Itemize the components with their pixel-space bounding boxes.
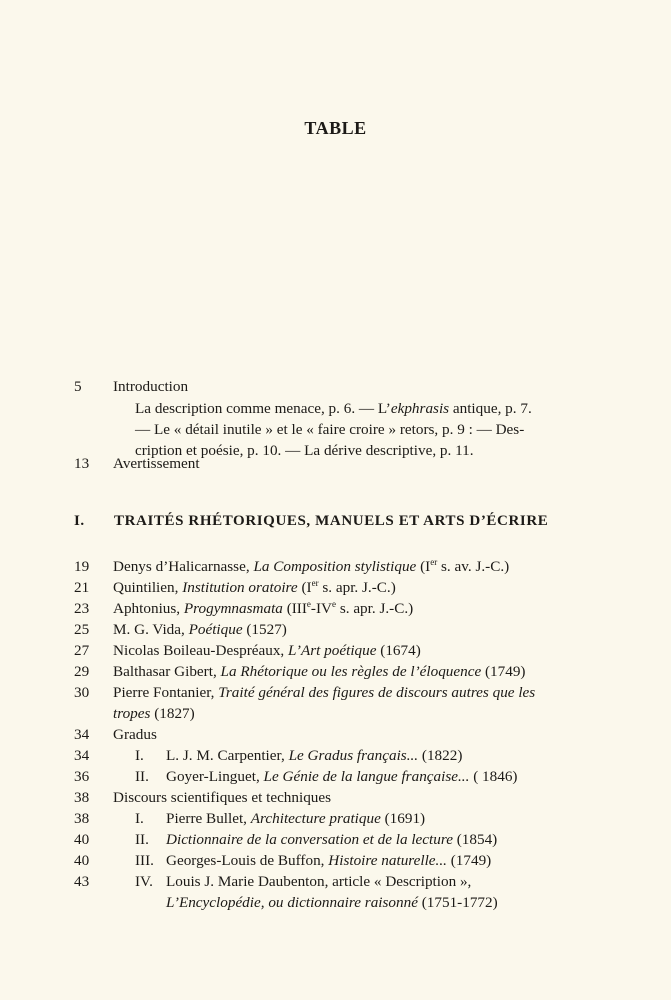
- entry-work: Progymnasmata: [183, 600, 283, 617]
- entry-work: Le Gradus français...: [288, 747, 419, 764]
- entry-author: M. G. Vida,: [113, 621, 185, 638]
- entry-date: (1854): [456, 831, 498, 848]
- page-number: 40: [74, 831, 90, 848]
- entry-author: Quintilien,: [113, 579, 179, 596]
- entry-work: Institution oratoire: [182, 579, 298, 596]
- section-numeral: I.: [74, 513, 85, 529]
- entry-work: Poétique: [188, 621, 243, 638]
- entry-text: [113, 682, 558, 703]
- entry-date: (1751-1772): [421, 894, 498, 911]
- entry-work: L’Encyclopédie, ou dictionnaire raisonné: [166, 894, 418, 911]
- page-number: 34: [74, 747, 90, 764]
- entry-text: [113, 619, 558, 640]
- entry-text: [166, 829, 556, 850]
- entry-date: (1827): [154, 705, 195, 722]
- entry-work: La Rhétorique ou les règles de l’éloquence: [220, 663, 482, 680]
- intro-desc-text: cription et poésie, p. 10. — La dérive descriptive, p. 11.: [135, 442, 474, 459]
- entry-text: [166, 892, 556, 913]
- entry-text: [166, 850, 556, 871]
- page-number: 21: [74, 579, 90, 596]
- entry-label: Gradus: [113, 726, 157, 743]
- entry-author: Georges-Louis de Buffon,: [166, 852, 325, 869]
- page-number: 38: [74, 810, 90, 827]
- entry-date: (1822): [421, 747, 463, 764]
- entry-author: Pierre Bullet,: [166, 810, 247, 827]
- entry-date: (1674): [380, 642, 421, 659]
- entry-date: (1691): [384, 810, 426, 827]
- entry-author: Pierre Fontanier,: [113, 684, 215, 701]
- subentry-numeral: II.: [135, 768, 149, 785]
- subentry-numeral: II.: [135, 831, 149, 848]
- entry-text: [113, 703, 558, 724]
- entry-text: Aphtonius, Progymnasmata (IIIe-IVe s. apr. J.-C.): [113, 599, 414, 617]
- page-number: 40: [74, 852, 90, 869]
- entry-author: Nicolas Boileau-Despréaux,: [113, 642, 285, 659]
- page-number: 5: [74, 378, 82, 395]
- entry-label: Introduction: [113, 378, 189, 395]
- page-number: 29: [74, 663, 90, 680]
- entry-work: Dictionnaire de la conversation et de la lecture: [166, 831, 453, 848]
- entry-text: [113, 661, 558, 682]
- subentry-numeral: III.: [135, 852, 154, 869]
- entry-author: Denys d’Halicarnasse,: [113, 558, 250, 575]
- entry-date: (1527): [246, 621, 287, 638]
- intro-desc-text: — Le « détail inutile » et le « faire croire » retors, p. 9 : — Des-: [135, 421, 525, 438]
- page-title: TABLE: [304, 118, 367, 138]
- entry-work: tropes: [113, 705, 151, 722]
- entry-work: Traité général des figures de discours autres que les: [218, 684, 536, 701]
- entry-work: L’Art poétique: [288, 642, 377, 659]
- subentry-numeral: I.: [135, 810, 144, 827]
- entry-author: L. J. M. Carpentier,: [166, 747, 285, 764]
- subentry-numeral: I.: [135, 747, 144, 764]
- entry-author: Louis J. Marie Daubenton, article « Description »,: [166, 873, 472, 890]
- entry-date: (1749): [485, 663, 526, 680]
- entry-work: Le Génie de la langue française...: [263, 768, 470, 785]
- subentry-numeral: IV.: [135, 873, 153, 890]
- page-number: 25: [74, 621, 90, 638]
- entry-work: Histoire naturelle...: [328, 852, 447, 869]
- page-number: 30: [74, 684, 90, 701]
- entry-text: [113, 640, 558, 661]
- entry-date: (1749): [450, 852, 492, 869]
- entry-text: [166, 808, 556, 829]
- page-number: 38: [74, 789, 90, 806]
- entry-label: Avertissement: [113, 455, 200, 472]
- entry-text: Denys d’Halicarnasse, La Composition stylistique (Ier s. av. J.-C.): [113, 557, 510, 575]
- entry-author: Aphtonius,: [113, 600, 181, 617]
- entry-author: Balthasar Gibert,: [113, 663, 217, 680]
- entry-label: Discours scientifiques et techniques: [113, 789, 332, 806]
- entry-text: [166, 766, 556, 787]
- page-number: 19: [74, 558, 90, 575]
- entry-work: Architecture pratique: [250, 810, 381, 827]
- entry-text: Quintilien, Institution oratoire (Ier s. apr. J.-C.): [113, 578, 396, 596]
- entry-work: La Composition stylistique: [253, 558, 417, 575]
- page-number: 36: [74, 768, 90, 785]
- entry-date: ( 1846): [473, 768, 518, 785]
- page-number: 23: [74, 600, 90, 617]
- entry-text: [166, 745, 556, 766]
- page-number: 27: [74, 642, 90, 659]
- entry-author: Goyer-Linguet,: [166, 768, 260, 785]
- page-number: 34: [74, 726, 90, 743]
- page-number: 43: [74, 873, 90, 890]
- intro-desc-text: La description comme menace, p. 6. — L’ekphrasis antique, p. 7.: [135, 400, 532, 417]
- section-title: TRAITÉS RHÉTORIQUES, MANUELS ET ARTS D’ÉCRIRE: [114, 513, 549, 529]
- page-number: 13: [74, 455, 90, 472]
- section-heading: [74, 513, 549, 530]
